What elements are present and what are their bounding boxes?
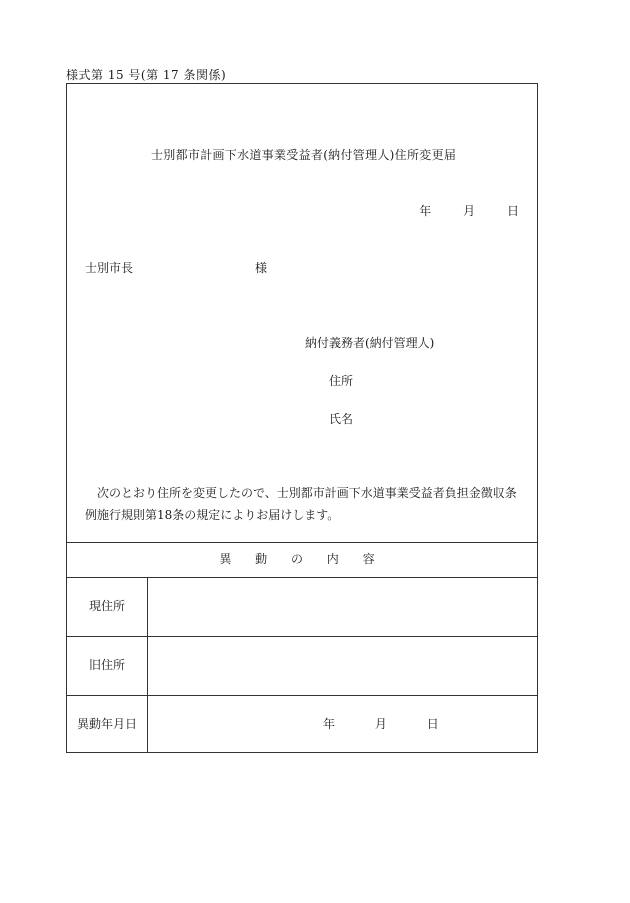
payer-label: 納付義務者(納付管理人) <box>305 336 435 350</box>
notice-text: 次のとおり住所を変更したので、士別都市計画下水道事業受益者負担金徴収条例施行規則第18条の規定によりお届けします。 <box>85 486 517 522</box>
date-day-label: 日 <box>506 204 519 218</box>
name-label: 氏名 <box>329 412 354 426</box>
addressee: 士別市長 <box>85 261 134 275</box>
change-day-label: 日 <box>426 717 439 731</box>
address-label: 住所 <box>329 374 354 388</box>
form-number: 様式第 15 号(第 17 条関係) <box>66 68 227 82</box>
change-date-label: 異動年月日 <box>76 717 137 731</box>
previous-address-label: 旧住所 <box>88 658 125 672</box>
change-details-header: 異 動 の 内 容 <box>219 552 385 566</box>
change-date-value <box>323 695 439 753</box>
label-column-rule <box>147 577 148 753</box>
form-frame <box>66 83 538 753</box>
honorific: 様 <box>255 261 268 275</box>
submission-date <box>419 202 519 219</box>
change-year-label: 年 <box>323 717 336 731</box>
current-address-label: 現住所 <box>88 599 125 613</box>
date-month-label: 月 <box>463 204 476 218</box>
change-month-label: 月 <box>374 717 387 731</box>
form-title: 士別都市計画下水道事業受益者(納付管理人)住所変更届 <box>151 148 457 162</box>
date-year-label: 年 <box>419 204 432 218</box>
